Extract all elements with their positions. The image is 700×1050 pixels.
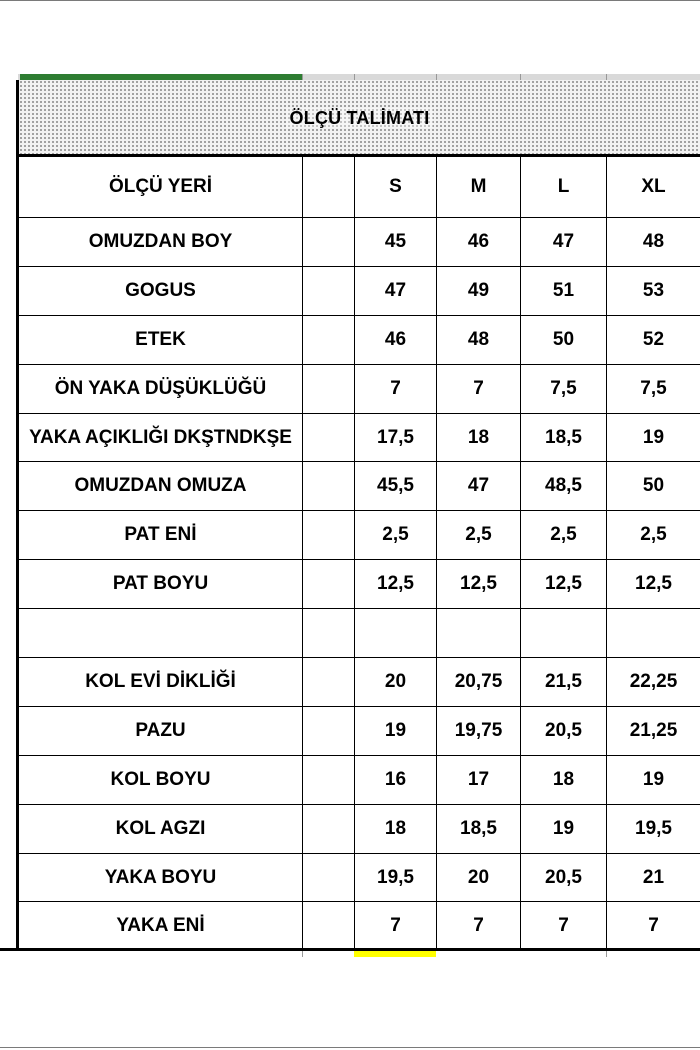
value-cell-s[interactable]: 16 [355,755,437,804]
value-cell-l[interactable]: 20,5 [521,853,607,902]
value-cell-l[interactable]: 50 [521,315,607,364]
value-cell-xl[interactable]: 19 [607,755,700,804]
value-cell-m[interactable]: 46 [437,218,521,267]
value-cell-xl[interactable]: 7 [607,902,700,951]
value-cell-m[interactable] [437,609,521,658]
value-cell-m[interactable]: 19,75 [437,706,521,755]
measurement-label[interactable]: ETEK [19,315,303,364]
highlighted-cell [354,951,436,957]
size-header-m[interactable]: M [437,157,521,218]
value-cell-s[interactable]: 46 [355,315,437,364]
blank-cell[interactable] [303,804,355,853]
value-cell-m[interactable]: 47 [437,462,521,511]
value-cell-xl[interactable]: 19 [607,413,700,462]
value-cell-l[interactable]: 7,5 [521,364,607,413]
value-cell-m[interactable]: 7 [437,902,521,951]
measurement-row [19,902,700,951]
blank-cell[interactable] [303,853,355,902]
measurement-label[interactable]: KOL EVİ DİKLİĞİ [19,658,303,707]
value-cell-xl[interactable]: 21 [607,853,700,902]
measurement-row [19,804,700,853]
measurement-label[interactable]: KOL BOYU [19,755,303,804]
value-cell-s[interactable]: 20 [355,658,437,707]
value-cell-xl[interactable] [607,609,700,658]
value-cell-s[interactable]: 45,5 [355,462,437,511]
value-cell-xl[interactable]: 2,5 [607,511,700,560]
page-bottom-border [0,1047,700,1048]
value-cell-xl[interactable]: 53 [607,266,700,315]
header-label-cell[interactable]: ÖLÇÜ YERİ [19,157,303,218]
value-cell-l[interactable]: 2,5 [521,511,607,560]
measurement-label[interactable]: OMUZDAN OMUZA [19,462,303,511]
column-divider [302,951,303,957]
value-cell-s[interactable]: 19 [355,706,437,755]
value-cell-xl[interactable]: 22,25 [607,658,700,707]
value-cell-m[interactable]: 17 [437,755,521,804]
blank-cell[interactable] [303,364,355,413]
value-cell-m[interactable]: 48 [437,315,521,364]
value-cell-m[interactable]: 7 [437,364,521,413]
value-cell-s[interactable] [355,609,437,658]
value-cell-s[interactable]: 7 [355,364,437,413]
value-cell-s[interactable]: 12,5 [355,560,437,609]
value-cell-xl[interactable]: 19,5 [607,804,700,853]
measurement-row [19,658,700,707]
blank-cell[interactable] [303,902,355,951]
measurement-row [19,413,700,462]
size-header-xl[interactable]: XL [607,157,700,218]
size-header-l[interactable]: L [521,157,607,218]
value-cell-l[interactable]: 7 [521,902,607,951]
value-cell-m[interactable]: 18,5 [437,804,521,853]
value-cell-l[interactable]: 12,5 [521,560,607,609]
blank-cell[interactable] [303,462,355,511]
table-title [19,80,700,156]
value-cell-l[interactable] [521,609,607,658]
sheet-left-edge [16,80,18,950]
value-cell-l[interactable]: 47 [521,218,607,267]
measurement-row [19,755,700,804]
measurement-label[interactable]: ÖN YAKA DÜŞÜKLÜĞÜ [19,364,303,413]
blank-cell[interactable] [303,658,355,707]
blank-cell[interactable] [303,218,355,267]
measurement-row [19,315,700,364]
measurement-label[interactable]: YAKA BOYU [19,853,303,902]
measurement-label[interactable] [19,609,303,658]
blank-cell[interactable] [303,511,355,560]
value-cell-xl[interactable]: 12,5 [607,560,700,609]
blank-cell[interactable] [303,560,355,609]
measurement-label[interactable]: PAT BOYU [19,560,303,609]
blank-cell[interactable] [303,266,355,315]
measurement-row [19,462,700,511]
value-cell-s[interactable]: 17,5 [355,413,437,462]
blank-cell[interactable] [303,755,355,804]
value-cell-s[interactable]: 18 [355,804,437,853]
value-cell-l[interactable]: 48,5 [521,462,607,511]
value-cell-s[interactable]: 19,5 [355,853,437,902]
value-cell-m[interactable]: 49 [437,266,521,315]
blank-cell[interactable] [303,157,355,218]
value-cell-xl[interactable]: 50 [607,462,700,511]
column-divider [606,951,607,957]
value-cell-l[interactable]: 21,5 [521,658,607,707]
measurement-label[interactable]: PAZU [19,706,303,755]
value-cell-l[interactable]: 18 [521,755,607,804]
blank-cell[interactable] [303,609,355,658]
measurement-row [19,266,700,315]
measurement-row [19,853,700,902]
value-cell-m[interactable]: 18 [437,413,521,462]
value-cell-s[interactable]: 7 [355,902,437,951]
value-cell-s[interactable]: 2,5 [355,511,437,560]
measurement-label[interactable]: OMUZDAN BOY [19,218,303,267]
header-row [19,157,700,218]
value-cell-l[interactable]: 51 [521,266,607,315]
value-cell-m[interactable]: 12,5 [437,560,521,609]
measurement-row [19,511,700,560]
table-title-text: ÖLÇÜ TALİMATI [286,108,434,128]
spacer-row [19,609,700,658]
measurement-label[interactable]: PAT ENİ [19,511,303,560]
title-cell[interactable] [18,80,700,156]
blank-cell[interactable] [303,413,355,462]
measurement-row [19,560,700,609]
size-header-s[interactable]: S [355,157,437,218]
blank-cell[interactable] [303,315,355,364]
value-cell-s[interactable]: 45 [355,218,437,267]
value-cell-l[interactable]: 19 [521,804,607,853]
value-cell-xl[interactable]: 52 [607,315,700,364]
value-cell-xl[interactable]: 7,5 [607,364,700,413]
measurement-row [19,706,700,755]
spreadsheet-area [18,74,700,958]
value-cell-m[interactable]: 20 [437,853,521,902]
blank-cell[interactable] [303,706,355,755]
measurement-label[interactable]: YAKA AÇIKLIĞI DKŞTNDKŞE [19,413,303,462]
measurement-row [19,218,700,267]
value-cell-xl[interactable]: 48 [607,218,700,267]
measurement-label[interactable]: GOGUS [19,266,303,315]
page-top-border [0,0,700,1]
value-cell-m[interactable]: 20,75 [437,658,521,707]
value-cell-m[interactable]: 2,5 [437,511,521,560]
value-cell-s[interactable]: 47 [355,266,437,315]
measurement-label[interactable]: YAKA ENİ [19,902,303,951]
value-cell-l[interactable]: 20,5 [521,706,607,755]
measurement-row [19,364,700,413]
size-chart-table [18,156,700,951]
value-cell-xl[interactable]: 21,25 [607,706,700,755]
value-cell-l[interactable]: 18,5 [521,413,607,462]
footer-strip [18,951,700,957]
measurement-label[interactable]: KOL AGZI [19,804,303,853]
